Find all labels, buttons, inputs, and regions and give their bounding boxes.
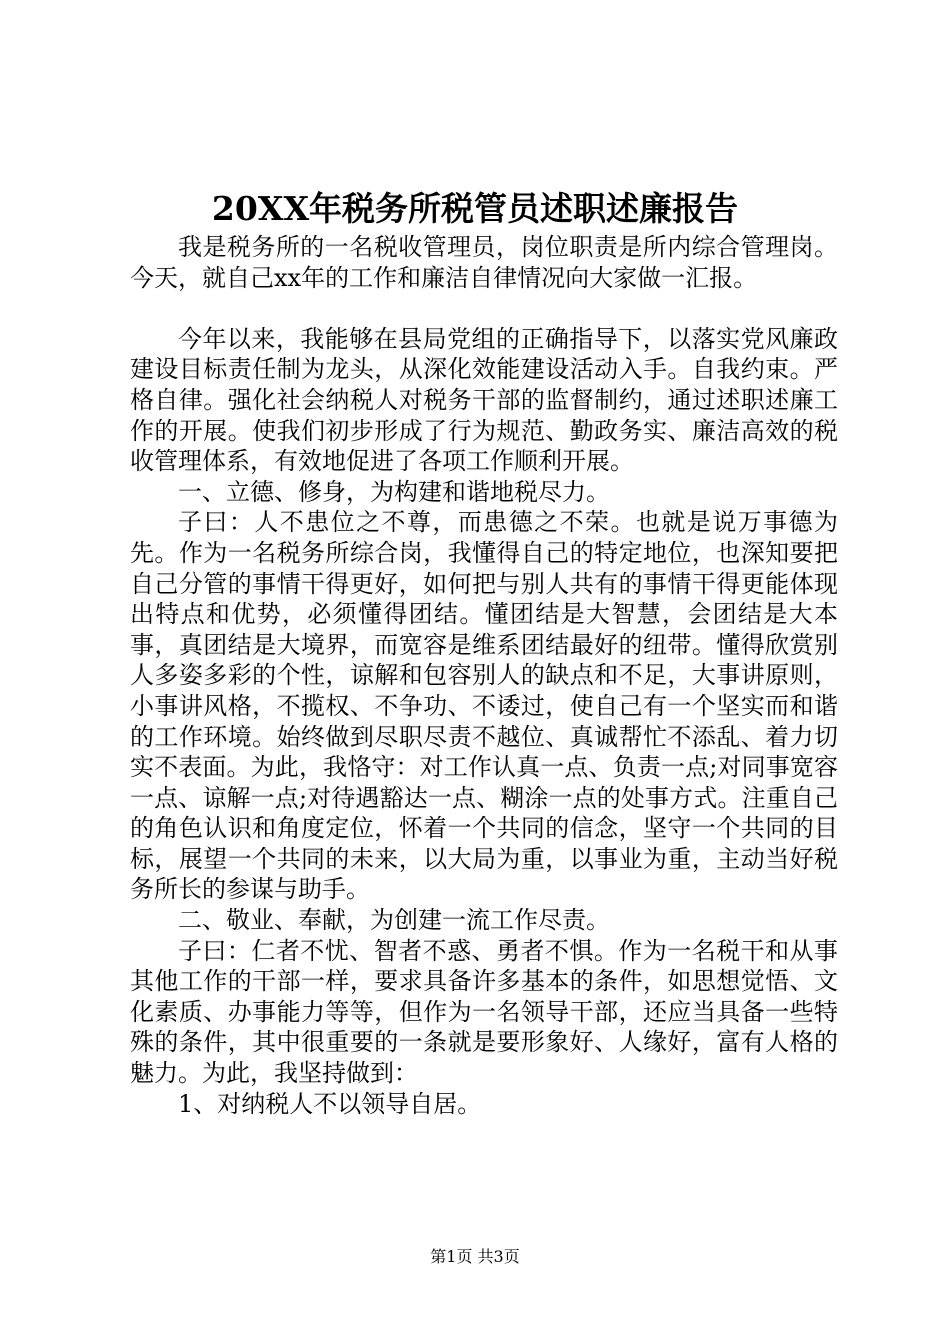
document-title: 20XX年税务所税管员述职述廉报告	[211, 189, 739, 228]
paragraph-section-1: 子曰：人不患位之不尊，而患德之不荣。也就是说万事德为先。作为一名税务所综合岗，我懂得自己的特定地位，也深知要把自己分管的事情干得更好，如何把与别人共有的事情干得更能体现出特点和优势，必须懂得团结。懂团结是大智慧，会团结是大本事，真团结是大境界，而宽容是维系团结最好的纽带。懂得欣赏别人多姿多彩的个性，谅解和包容别人的缺点和不足，大事讲原则，小事讲风格，不揽权、不争功、不诿过，使自己有一个坚实而和谐的工作环境。始终做到尽职尽责不越位、真诚帮忙不添乱、着力切实不表面。为此，我恪守：对工作认真一点、负责一点;对同事宽容一点、谅解一点;对待遇豁达一点、糊涂一点的处事方式。注重自己的角色认识和角度定位，怀着一个共同的信念，坚守一个共同的目标，展望一个共同的未来，以大局为重，以事业为重，主动当好税务所长的参谋与助手。	[130, 508, 838, 904]
page-footer: 第1页 共3页	[430, 1247, 520, 1266]
paragraph-overview: 今年以来，我能够在县局党组的正确指导下，以落实党风廉政建设目标责任制为龙头，从深化效能建设活动入手。自我约束。严格自律。强化社会纳税人对税务干部的监督制约，通过述职述廉工作的开展。使我们初步形成了行为规范、勤政务实、廉洁高效的税收管理体系，有效地促进了各项工作顺利开展。	[130, 324, 838, 476]
document-body	[130, 232, 838, 1119]
list-item-1: 1、对纳税人不以领导自居。	[178, 1089, 482, 1118]
paragraph-section-2: 子曰：仁者不忧、智者不惑、勇者不惧。作为一名税干和从事其他工作的干部一样，要求具备许多基本的条件，如思想觉悟、文化素质、办事能力等等，但作为一名领导干部，还应当具备一些特殊的条件，其中很重要的一条就是要形象好、人缘好，富有人格的魅力。为此，我坚持做到：	[130, 936, 838, 1088]
section-heading-1: 一、立德、修身，为构建和谐地税尽力。	[178, 477, 610, 506]
paragraph-intro: 我是税务所的一名税收管理员，岗位职责是所内综合管理岗。今天，就自己xx年的工作和廉洁自律情况向大家做一汇报。	[130, 233, 838, 292]
section-heading-2: 二、敬业、奉献，为创建一流工作尽责。	[178, 906, 610, 935]
